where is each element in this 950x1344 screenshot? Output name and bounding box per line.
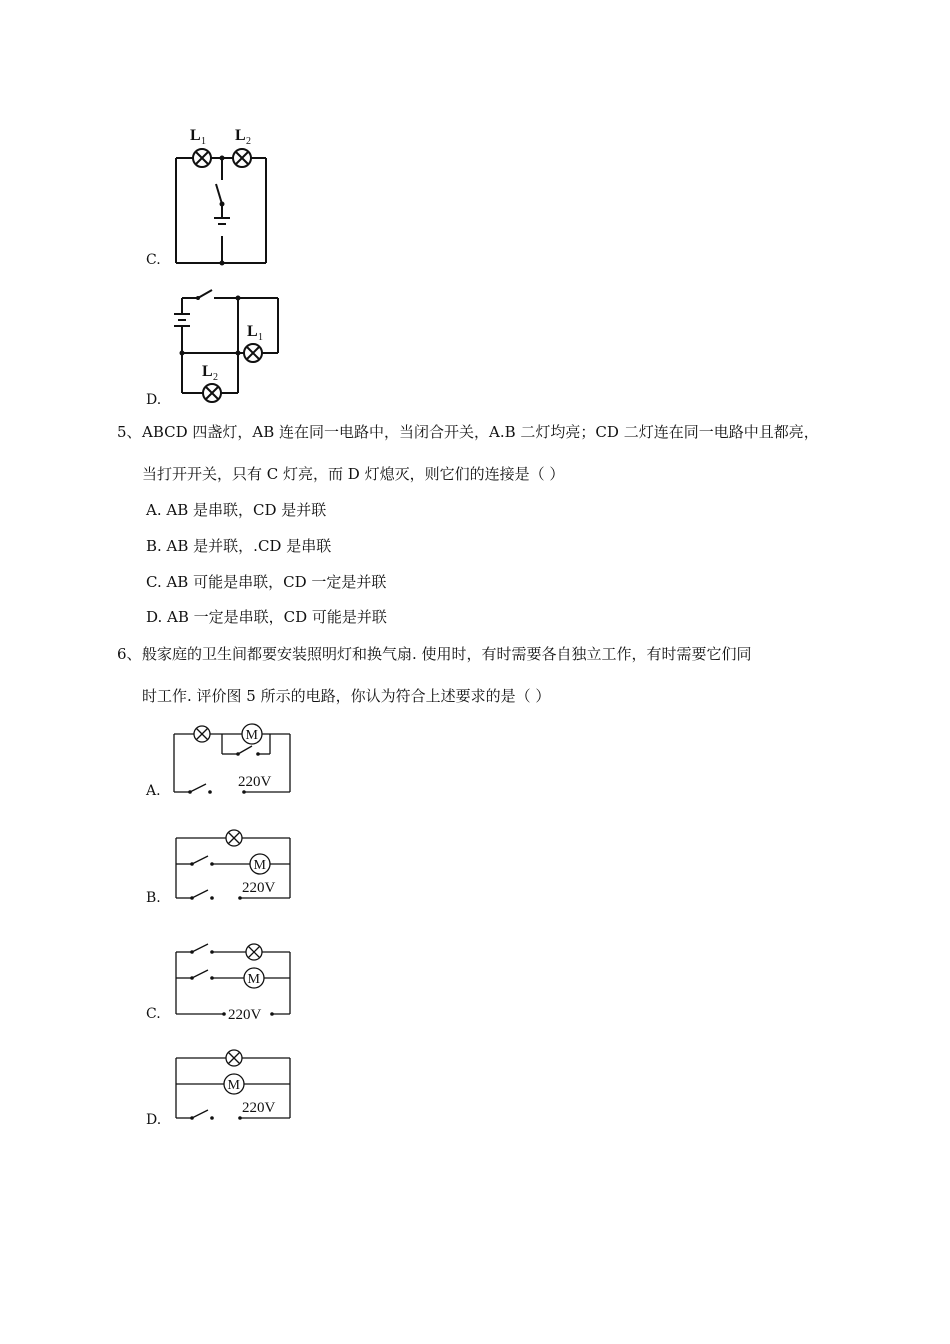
q6-stem-line2: 时工作. 评价图 5 所示的电路，你认为符合上述要求的是（ ）: [142, 687, 551, 705]
q5-option-b[interactable]: B. AB 是并联，.CD 是串联: [146, 537, 332, 555]
lamp-l2-label: L: [202, 363, 213, 380]
voltage-label: 220V: [242, 1100, 276, 1116]
switch-icon: [190, 970, 214, 980]
lamp-l1-label: L: [247, 323, 258, 340]
circuit-option-a: [170, 722, 330, 802]
q5-option-d[interactable]: D. AB 一定是串联，CD 可能是并联: [146, 608, 387, 626]
switch-icon: [216, 184, 225, 207]
circuit-option-a-label[interactable]: A.: [146, 783, 161, 799]
lamp-l1-icon: [193, 149, 211, 167]
q5-number: 5、: [117, 423, 142, 441]
wires: [182, 298, 278, 393]
q5-option-c[interactable]: C. AB 可能是串联，CD 一定是并联: [146, 573, 387, 591]
switch-icon: [236, 746, 260, 756]
voltage-label: 220V: [242, 880, 276, 896]
motor-label: M: [247, 972, 260, 987]
battery-icon: [214, 218, 230, 224]
lamp-icon: [246, 944, 262, 960]
q5-stem-line1: ABCD 四盏灯，AB 连在同一电路中，当闭合开关，A.B 二灯均亮；CD 二灯连在同一电路中且都亮，: [142, 423, 819, 441]
switch-icon: [196, 290, 212, 300]
q5-option-a[interactable]: A. AB 是串联，CD 是并联: [146, 501, 327, 519]
voltage-label: 220V: [228, 1007, 262, 1023]
motor-icon: [250, 854, 270, 874]
lamp-icon: [226, 1050, 242, 1066]
switch-icon: [188, 784, 212, 794]
circuit-option-b-label[interactable]: B.: [146, 890, 161, 906]
motor-label: M: [253, 858, 266, 873]
figure-c-label: C.: [146, 252, 161, 268]
switch-icon: [190, 890, 214, 900]
lamp-l2-icon: [203, 384, 221, 402]
lamp-l2-subscript: 2: [246, 136, 251, 147]
wires: [176, 158, 266, 263]
voltage-label: 220V: [238, 774, 272, 790]
lamp-l2-label: L: [235, 127, 246, 144]
figure-d-label: D.: [146, 392, 162, 408]
lamp-icon: [194, 726, 210, 742]
circuit-option-c: [170, 940, 330, 1023]
q5-stem-line2: 当打开开关，只有 C 灯亮，而 D 灯熄灭，则它们的连接是（ ）: [142, 465, 565, 483]
motor-label: M: [227, 1078, 240, 1093]
lamp-l1-label: L: [190, 127, 201, 144]
lamp-l1-subscript: 1: [201, 136, 206, 147]
q6-stem-line1: 般家庭的卫生间都要安装照明灯和换气扇. 使用时，有时需要各自独立工作，有时需要它们同: [142, 645, 752, 663]
q6-number: 6、: [117, 645, 142, 663]
lamp-l2-subscript: 2: [213, 372, 218, 383]
wires: [174, 734, 290, 792]
motor-label: M: [245, 728, 258, 743]
motor-icon: [224, 1074, 244, 1094]
circuit-option-d-label[interactable]: D.: [146, 1112, 162, 1128]
circuit-option-b: [170, 826, 330, 906]
wires: [176, 952, 290, 1014]
circuit-figure-d: [140, 280, 440, 410]
switch-icon: [190, 856, 214, 866]
motor-icon: [242, 724, 262, 744]
circuit-figure-c: [140, 118, 440, 268]
switch-icon: [190, 1110, 214, 1120]
circuit-option-d: [170, 1046, 330, 1126]
lamp-l1-icon: [244, 344, 262, 362]
lamp-l1-subscript: 1: [258, 332, 263, 343]
lamp-l2-icon: [233, 149, 251, 167]
motor-icon: [244, 968, 264, 988]
switch-icon: [190, 944, 214, 954]
lamp-icon: [226, 830, 242, 846]
battery-icon: [174, 314, 190, 326]
circuit-option-c-label[interactable]: C.: [146, 1006, 161, 1022]
